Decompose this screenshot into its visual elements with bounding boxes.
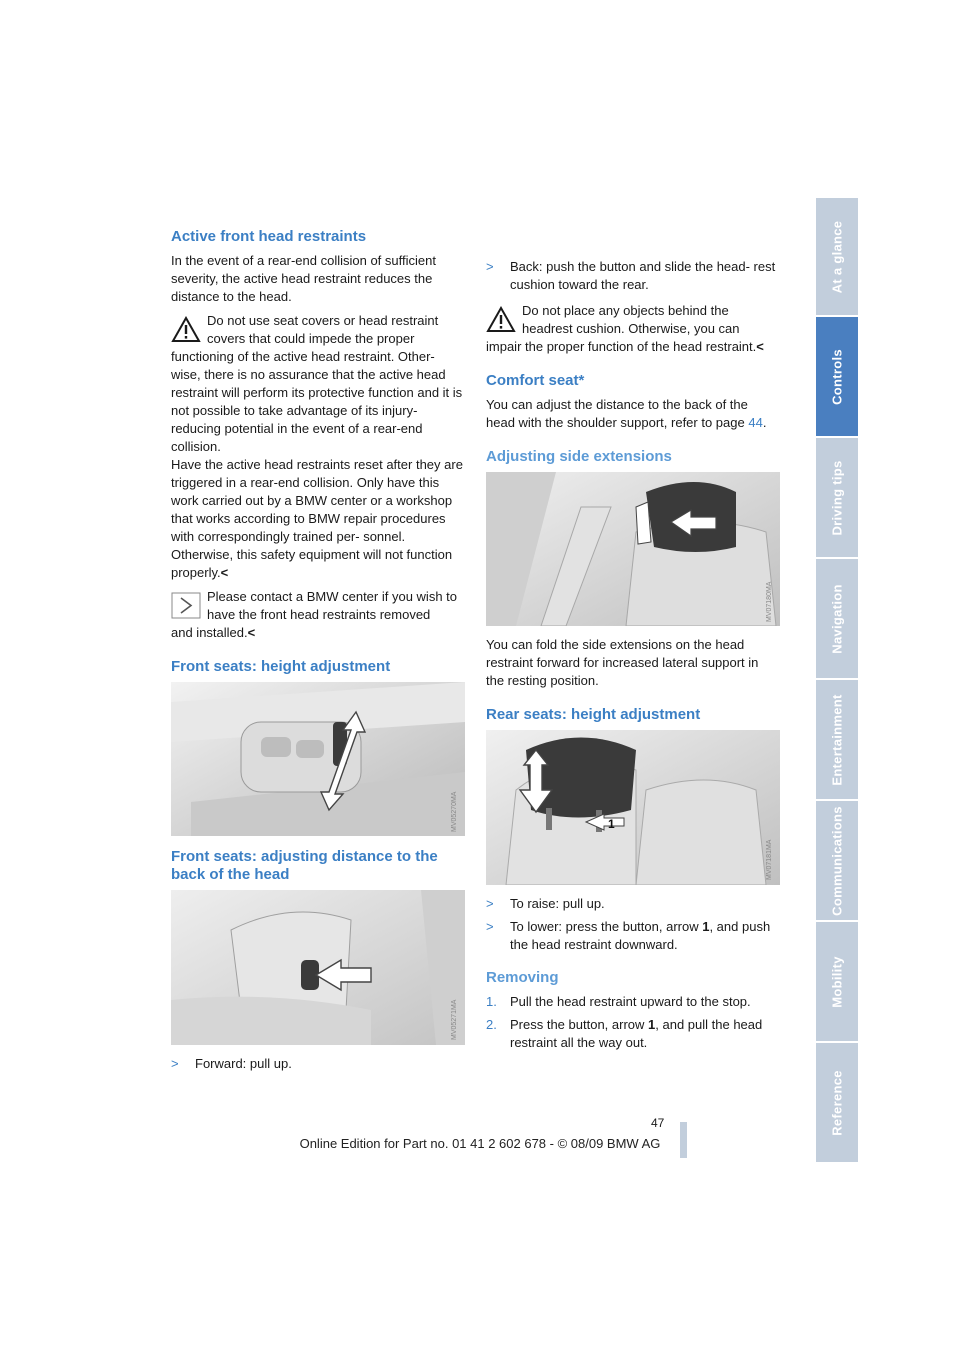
left-column <box>171 228 465 1078</box>
removing-heading: Removing <box>486 969 559 986</box>
svg-text:MV05271MA: MV05271MA <box>451 999 458 1040</box>
tab-mobility[interactable] <box>816 922 858 1043</box>
svg-text:MV07181MA: MV07181MA <box>766 839 773 880</box>
svg-text:MV05270MA: MV05270MA <box>451 791 458 832</box>
bullet-marker: > <box>486 896 494 911</box>
warning-triangle-icon <box>171 316 201 343</box>
tab-label: Navigation <box>829 583 845 654</box>
right-column <box>486 258 780 1057</box>
tab-driving-tips[interactable] <box>816 438 858 559</box>
end-mark: < <box>247 625 256 640</box>
footer-text: Online Edition for Part no. 01 41 2 602 678 - © 08/09 BMW AG <box>299 1136 661 1151</box>
warning-2-first-lines: Do not place any objects behind the headrest cushion. Otherwise, you can <box>522 303 740 336</box>
forward-bullet <box>171 1055 465 1073</box>
active-head-restraints-heading: Active front head restraints <box>171 228 367 245</box>
tab-label: Controls <box>829 348 845 405</box>
warning-block-1 <box>171 312 465 582</box>
tab-entertainment[interactable] <box>816 680 858 801</box>
step-2-text-b: , and pull the head restraint all the way out. <box>510 1017 763 1050</box>
removing-step-1 <box>486 993 780 1011</box>
svg-text:MV07180MA: MV07180MA <box>766 581 773 622</box>
comfort-text-b: . <box>762 415 767 430</box>
bullet-marker: > <box>171 1056 179 1071</box>
back-bullet <box>486 258 780 294</box>
comfort-seat-heading: Comfort seat* <box>486 372 585 389</box>
tab-label: At a glance <box>829 220 845 293</box>
tab-communications[interactable] <box>816 801 858 922</box>
comfort-text-a: You can adjust the distance to the back of the head with the shoulder support, refer to page <box>486 397 748 430</box>
tab-navigation[interactable] <box>816 559 858 680</box>
tab-controls[interactable] <box>816 317 858 438</box>
tab-label: Mobility <box>829 955 845 1008</box>
comfort-seat-text <box>486 396 780 432</box>
bullet-marker: > <box>486 919 494 934</box>
tab-label: Entertainment <box>829 693 845 786</box>
end-mark: < <box>756 339 764 354</box>
rear-seat-figure <box>486 730 780 885</box>
step-2-text-a: Press the button, arrow <box>510 1017 645 1032</box>
chapter-sidebar <box>816 198 858 1164</box>
tab-label: Reference <box>829 1069 845 1136</box>
warning-1-reset-text: Have the active head restraints reset after they are triggered in a rear-end collision. Only have this work carried out by a BMW center or a workshop that works according to BMW repair procedures with correspondingly trained per- sonnel. Otherwise, this safety equipment will not function properly. <box>171 457 463 580</box>
warning-1-first-lines: Do not use seat covers or head restraint covers that could impede the proper <box>207 313 439 346</box>
seat-height-figure <box>171 682 465 836</box>
rear-seats-heading: Rear seats: height adjustment <box>486 706 701 723</box>
warning-1-continued: functioning of the active head restraint. Other- wise, there is no assurance that the active head restraint will perform its protective function and it is not possible to take advantage of its injury- reducing potential in the event of a rear-end collision. <box>171 349 463 454</box>
figure-callout-1: 1 <box>608 817 615 831</box>
raise-text: To raise: pull up. <box>510 896 605 911</box>
tab-at-a-glance[interactable] <box>816 198 858 317</box>
warning-block-2 <box>486 302 780 356</box>
note-block-1 <box>171 588 465 642</box>
note-1-continued: and installed. <box>171 625 248 640</box>
arrow-number: 1 <box>648 1017 656 1032</box>
step-number: 1. <box>486 994 497 1009</box>
side-extension-text: You can fold the side extensions on the head restraint forward for increased lateral support in the resting position. <box>486 637 759 688</box>
active-intro-text: In the event of a rear-end collision of sufficient severity, the active head restraint reduces the distance to the head. <box>171 253 436 304</box>
arrow-number: 1 <box>702 919 710 934</box>
raise-bullet <box>486 895 780 913</box>
forward-text: Forward: pull up. <box>195 1056 292 1071</box>
side-extensions-heading: Adjusting side extensions <box>486 448 672 465</box>
head-distance-figure <box>171 890 465 1045</box>
warning-2-continued: impair the proper function of the head restraint. <box>486 339 757 354</box>
lower-text-b: , and push the head restraint downward. <box>510 919 771 952</box>
lower-bullet <box>486 918 780 954</box>
removing-step-2 <box>486 1016 780 1052</box>
page-number: 47 <box>651 1116 665 1130</box>
bullet-marker: > <box>486 259 494 274</box>
side-extension-figure <box>486 472 780 626</box>
distance-adjustment-heading: Front seats: adjusting distance to the back of the head <box>171 848 438 883</box>
page-44-link[interactable]: 44 <box>748 415 763 430</box>
height-adjustment-heading: Front seats: height adjustment <box>171 658 391 675</box>
step-1-text: Pull the head restraint upward to the stop. <box>510 994 751 1009</box>
note-1-first-lines: Please contact a BMW center if you wish to have the front head restraints removed <box>207 589 457 622</box>
tab-label: Communications <box>829 805 845 916</box>
end-mark: < <box>220 565 229 580</box>
lower-text-a: To lower: press the button, arrow <box>510 919 699 934</box>
back-text: Back: push the button and slide the head- rest cushion toward the rear. <box>510 259 776 292</box>
step-number: 2. <box>486 1017 497 1032</box>
tab-label: Driving tips <box>829 459 845 536</box>
note-arrow-icon <box>171 592 201 619</box>
warning-triangle-icon <box>486 306 516 333</box>
